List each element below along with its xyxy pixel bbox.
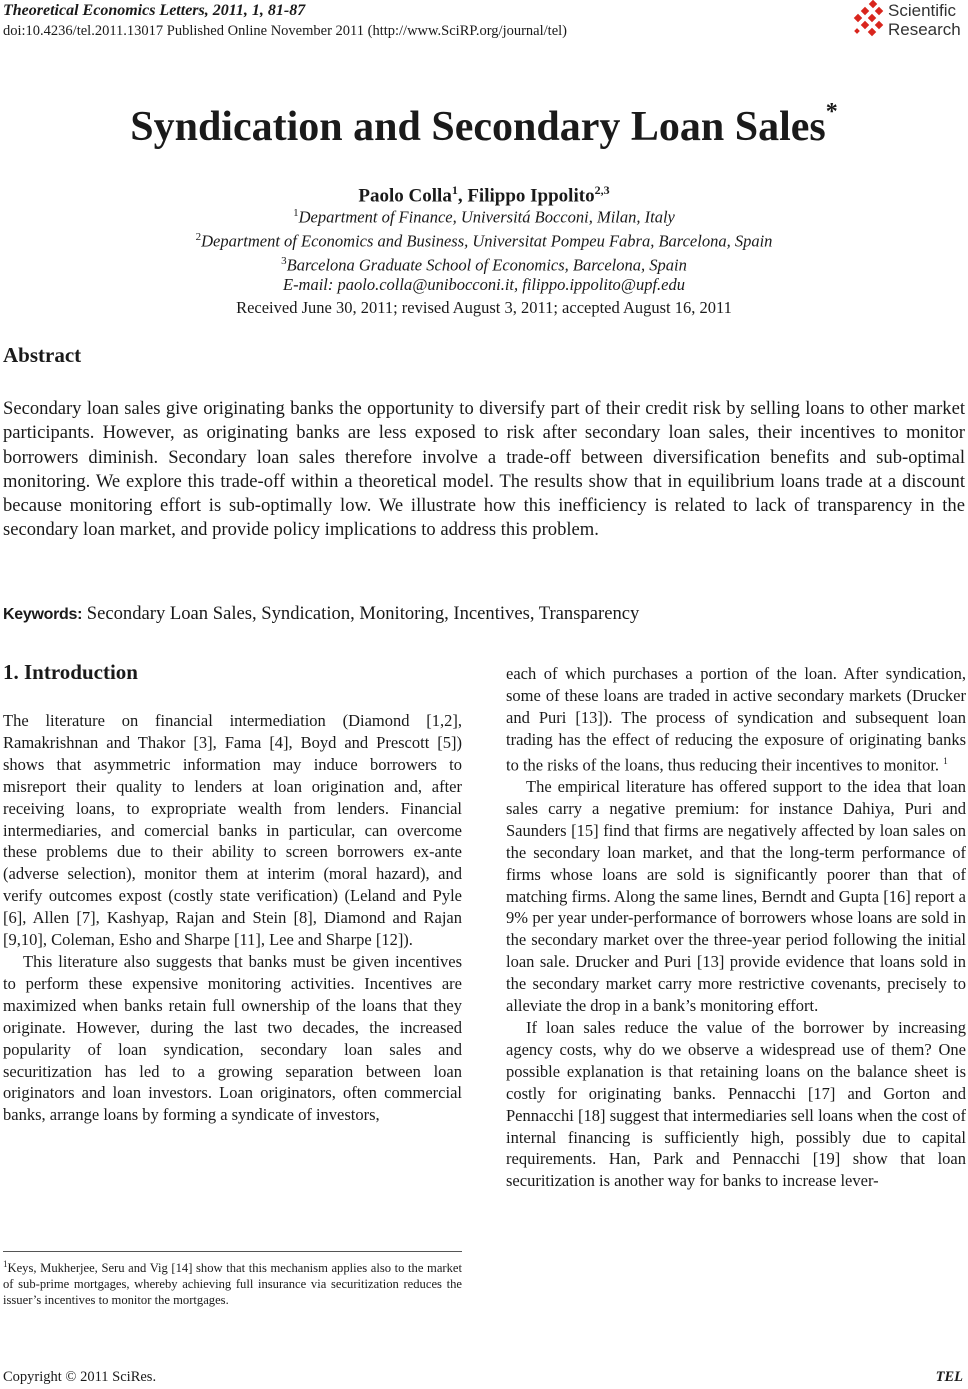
affiliation-2: $^2$Department of Economics and Business, Universitat Pompeu Fabra, Barcelona, Spain <box>195 231 773 251</box>
doi-line: doi:10.4236/tel.2011.13017 Published Online November 2011 (http://www.SciRP.org/journal/tel) <box>3 23 567 39</box>
journal-issue: , 2011, 1, 81-87 <box>204 2 306 19</box>
journal-abbreviation: TEL <box>935 1369 963 1385</box>
footnote-divider <box>3 1251 462 1252</box>
keywords <box>3 602 639 627</box>
left-column <box>3 710 462 1126</box>
logo-text-research: Research <box>888 20 961 39</box>
keywords-list: Secondary Loan Sales, Syndication, Monitoring, Incentives, Transparency <box>82 603 640 624</box>
footnote: $^1$Keys, Mukherjee, Seru and Vig [14] show that this mechanism applies also to the market of sub-prime mortgages, whereby achieving full insurance via securitization reduces the issuer’s incentives to monitor the mortgages. <box>3 1259 462 1308</box>
footnote-ref: 1 <box>943 755 948 766</box>
author-name: Filippo Ippolito <box>467 185 595 207</box>
submission-dates: Received June 30, 2011; revised August 3, 2011; accepted August 16, 2011 <box>236 298 732 317</box>
copyright-notice: Copyright © 2011 SciRes. <box>3 1369 157 1385</box>
logo-mark-icon <box>850 0 886 40</box>
scientific-research-logo <box>850 0 968 44</box>
paper-title-text: Syndication and Secondary Loan Sales <box>130 104 826 150</box>
author-emails: E-mail: paolo.colla@unibocconi.it, filippo.ippolito@upf.edu <box>282 275 686 294</box>
paragraph: This literature also suggests that banks must be given incentives to perform these expensive monitoring activities. Incentives are maximized when banks retain full ownership of the loans that they originate. However, during the last two decades, the increased popularity of loan syndication, secondary loan sales and securitization has led to a growing separation between loan originators and loan investors. Loan originators, often commercial banks, arrange loans by forming a syndicate of investors, <box>3 951 462 1125</box>
section-heading-introduction: 1. Introduction <box>3 660 138 684</box>
title-footnote-mark: * <box>825 99 838 125</box>
abstract-heading: Abstract <box>3 343 82 367</box>
journal-name: Theoretical Economics Letters <box>3 2 205 19</box>
affiliation-3: $^3$Barcelona Graduate School of Economics, Barcelona, Spain <box>281 255 687 275</box>
paragraph: each of which purchases a portion of the loan. After syndication, some of these loans are traded in active secondary markets (Drucker and Puri [13]). The process of syndication and subsequent loan trading has the effect of reducing the exposure of originating banks to the risks of the loans, thus reducing their incentives to monitor. $^1$ <box>506 664 966 775</box>
keywords-label: Keywords: <box>3 606 83 623</box>
paragraph: The empirical literature has offered support to the idea that loan sales carry a negative premium: for instance Dahiya, Puri and Saunders [15] find that firms are negatively affected by loan sales on the secondary loan market, and that the long-term performance of firms whose loans are sold is significantly poorer than that of matching firms. Along the same lines, Berndt and Gupta [16] report a 9% per year under-performance of borrowers whose loans are sold in the secondary market over the three-year period following the initial loan sale. Drucker and Puri [13] provide evidence that loans sold in the secondary market carry more restrictive covenants, precisely to alleviate the drop in a bank’s monitoring effort. <box>506 777 966 1016</box>
journal-citation <box>3 1 305 21</box>
author-name: Paolo Colla <box>358 185 452 207</box>
paragraph: If loan sales reduce the value of the borrower by increasing agency costs, why do we observe a widespread use of them? One possible explanation is that retaining loans on the balance sheet is costly for originating banks. Pennacchi [17] and Gorton and Pennacchi [18] suggest that intermediaries sell loans when the cost of internal financing is sufficiently high, possibly due to capital requirements. Han, Park and Pennacchi [19] show that loan securitization is another way for banks to increase lever- <box>506 1018 966 1191</box>
right-column <box>506 663 966 1192</box>
abstract-text: Secondary loan sales give originating banks the opportunity to diversify part of their credit risk by selling loans to other market participants. However, as originating banks are less exposed to risk after secondary loan sales, their incentives to monitor borrowers diminish. Secondary loan sales therefore involve a trade-off between diversification benefits and sub-optimal monitoring. We explore this trade-off within a theoretical model. The results show that in equilibrium loans trade at a discount because monitoring effort is sub-optimally low. We illustrate how this inefficiency is related to lack of transparency in the secondary loan market, and provide policy implications to address this problem. <box>3 398 965 541</box>
logo-text-scientific: Scientific <box>888 1 957 20</box>
paper-title <box>0 92 968 153</box>
paragraph: The literature on financial intermediation (Diamond [1,2], Ramakrishnan and Thakor [3], Fama [4], Boyd and Prescott [5]) shows that asymmetric information may induce borrowers to misreport their quality to lenders at loan origination and, after receiving loans, to expropriate wealth from lenders. Financial intermediaries, and comercial banks in particular, can overcome these problems due to their ability to screen borrowers ex-ante (adverse selection), monitor them at interim (moral hazard), and verify outcomes expost (costly state verification) (Leland and Pyle [6], Allen [7], Kashyap, Rajan and Stein [8], Diamond and Rajan [9,10], Coleman, Esho and Sharpe [11], Lee and Sharpe [12]). <box>3 711 462 950</box>
author-list: Paolo Colla$^1$, Filippo Ippolito$^{2,3}$ <box>358 183 610 207</box>
affiliation-1: $^1$Department of Finance, Universitá Bocconi, Milan, Italy <box>293 207 675 227</box>
